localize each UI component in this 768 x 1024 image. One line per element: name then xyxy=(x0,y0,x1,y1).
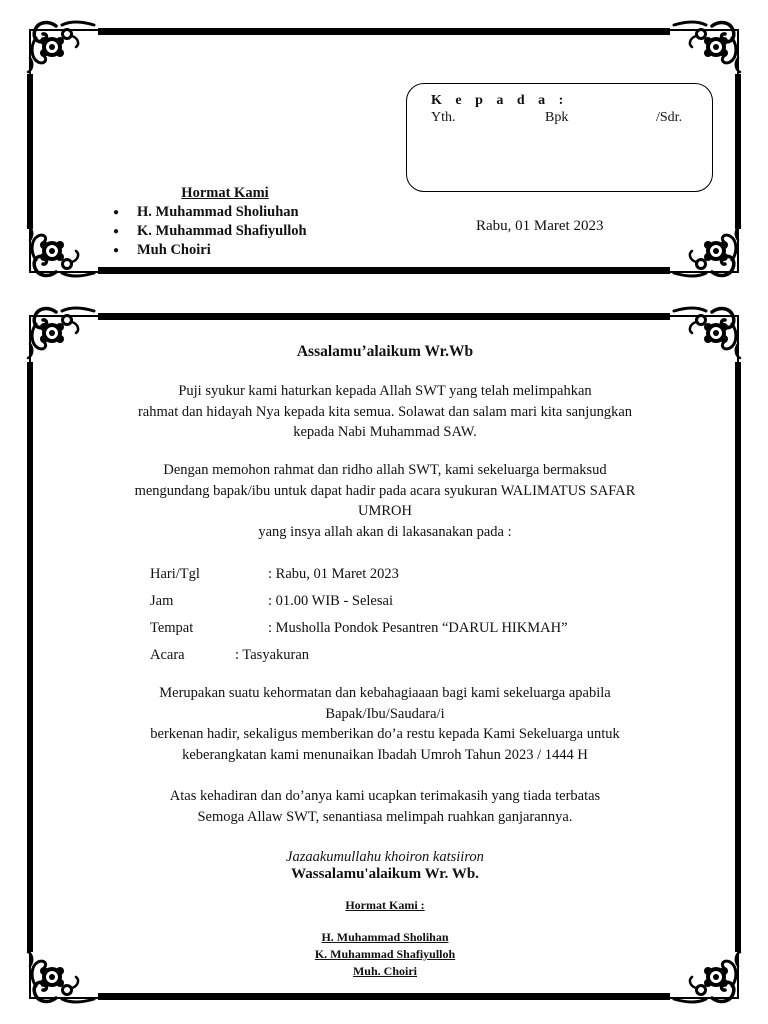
sender-item: ● H. Muhammad Sholiuhan xyxy=(110,203,340,222)
sender-item: ● K. Muhammad Shafiyulloh xyxy=(110,222,340,241)
signatory-name: Muh. Choiri xyxy=(352,964,417,978)
letter-card xyxy=(0,302,768,1014)
signatory-name: K. Muhammad Shafiyulloh xyxy=(314,947,456,961)
text-line: berkenan hadir, sekaligus memberikan do’a restu kepada Kami Sekeluarga untuk xyxy=(150,726,620,742)
signature-title: Hormat Kami : xyxy=(345,898,425,912)
detail-label-event: Acara xyxy=(150,647,185,663)
sender-list xyxy=(110,203,340,260)
sender-block xyxy=(110,185,340,260)
sender-item: ● Muh Choiri xyxy=(110,241,340,260)
detail-label-time: Jam xyxy=(150,593,174,609)
detail-value-place: : Musholla Pondok Pesantren “DARUL HIKMAH” xyxy=(268,620,568,636)
yth-label: Yth. xyxy=(431,110,456,125)
envelope-date: Rabu, 01 Maret 2023 xyxy=(476,218,604,234)
text-line: Merupakan suatu kehormatan dan kebahagiaaan bagi kami sekeluarga apabila xyxy=(159,685,611,701)
sender-title: Hormat Kami xyxy=(181,185,269,201)
text-line: yang insya allah akan di lakasanakan pada : xyxy=(258,523,512,540)
paragraph-invitation xyxy=(60,460,710,542)
ornament-top-left-icon xyxy=(22,14,102,74)
detail-value-event: : Tasyakuran xyxy=(235,647,310,663)
paragraph-thanks xyxy=(60,786,710,827)
ornament-bottom-right-icon xyxy=(666,224,746,284)
closing-salam: Wassalamu'alaikum Wr. Wb. xyxy=(291,866,479,882)
text-line: Dengan memohon rahmat dan ridho allah SWT, kami sekeluarga bermaksud xyxy=(163,462,607,478)
text-line: rahmat dan hidayah Nya kepada kita semua. Solawat dan salam mari kita sanjungkan xyxy=(137,403,633,420)
envelope-card xyxy=(0,14,768,289)
address-box xyxy=(406,83,713,192)
ornament-bottom-left-icon xyxy=(22,224,102,284)
text-line: keberangkatan kami menunaikan Ibadah Umroh Tahun 2023 / 1444 H xyxy=(182,746,588,763)
text-line: UMROH xyxy=(358,503,412,519)
text-line: Atas kehadiran dan do’anya kami ucapkan terimakasih yang tiada terbatas xyxy=(169,788,601,804)
greeting: Assalamu’alaikum Wr.Wb xyxy=(296,343,474,360)
ornament-top-right-icon xyxy=(666,14,746,74)
signatory-name: H. Muhammad Sholihan xyxy=(321,930,449,944)
paragraph-opening xyxy=(60,381,710,443)
bpk-label: Bpk xyxy=(545,110,569,125)
detail-label-day: Hari/Tgl xyxy=(150,566,200,582)
detail-value-day: : Rabu, 01 Maret 2023 xyxy=(268,566,399,582)
text-line: Bapak/Ibu/Saudara/i xyxy=(325,705,445,722)
text-line: mengundang bapak/ibu untuk dapat hadir pada acara syukuran WALIMATUS SAFAR xyxy=(134,482,636,499)
kepada-label: K e p a d a : xyxy=(431,93,569,108)
text-line: Puji syukur kami haturkan kepada Allah SWT yang telah melimpahkan xyxy=(178,383,592,399)
paragraph-request xyxy=(60,683,710,765)
sdr-label: /Sdr. xyxy=(656,110,683,125)
text-line: kepada Nabi Muhammad SAW. xyxy=(293,424,477,440)
text-line: Semoga Allaw SWT, senantiasa melimpah ruahkan ganjarannya. xyxy=(197,808,573,825)
closing-prayer: Jazaakumullahu khoiron katsiiron xyxy=(286,849,484,865)
detail-label-place: Tempat xyxy=(150,620,194,636)
detail-value-time: : 01.00 WIB - Selesai xyxy=(268,593,393,609)
